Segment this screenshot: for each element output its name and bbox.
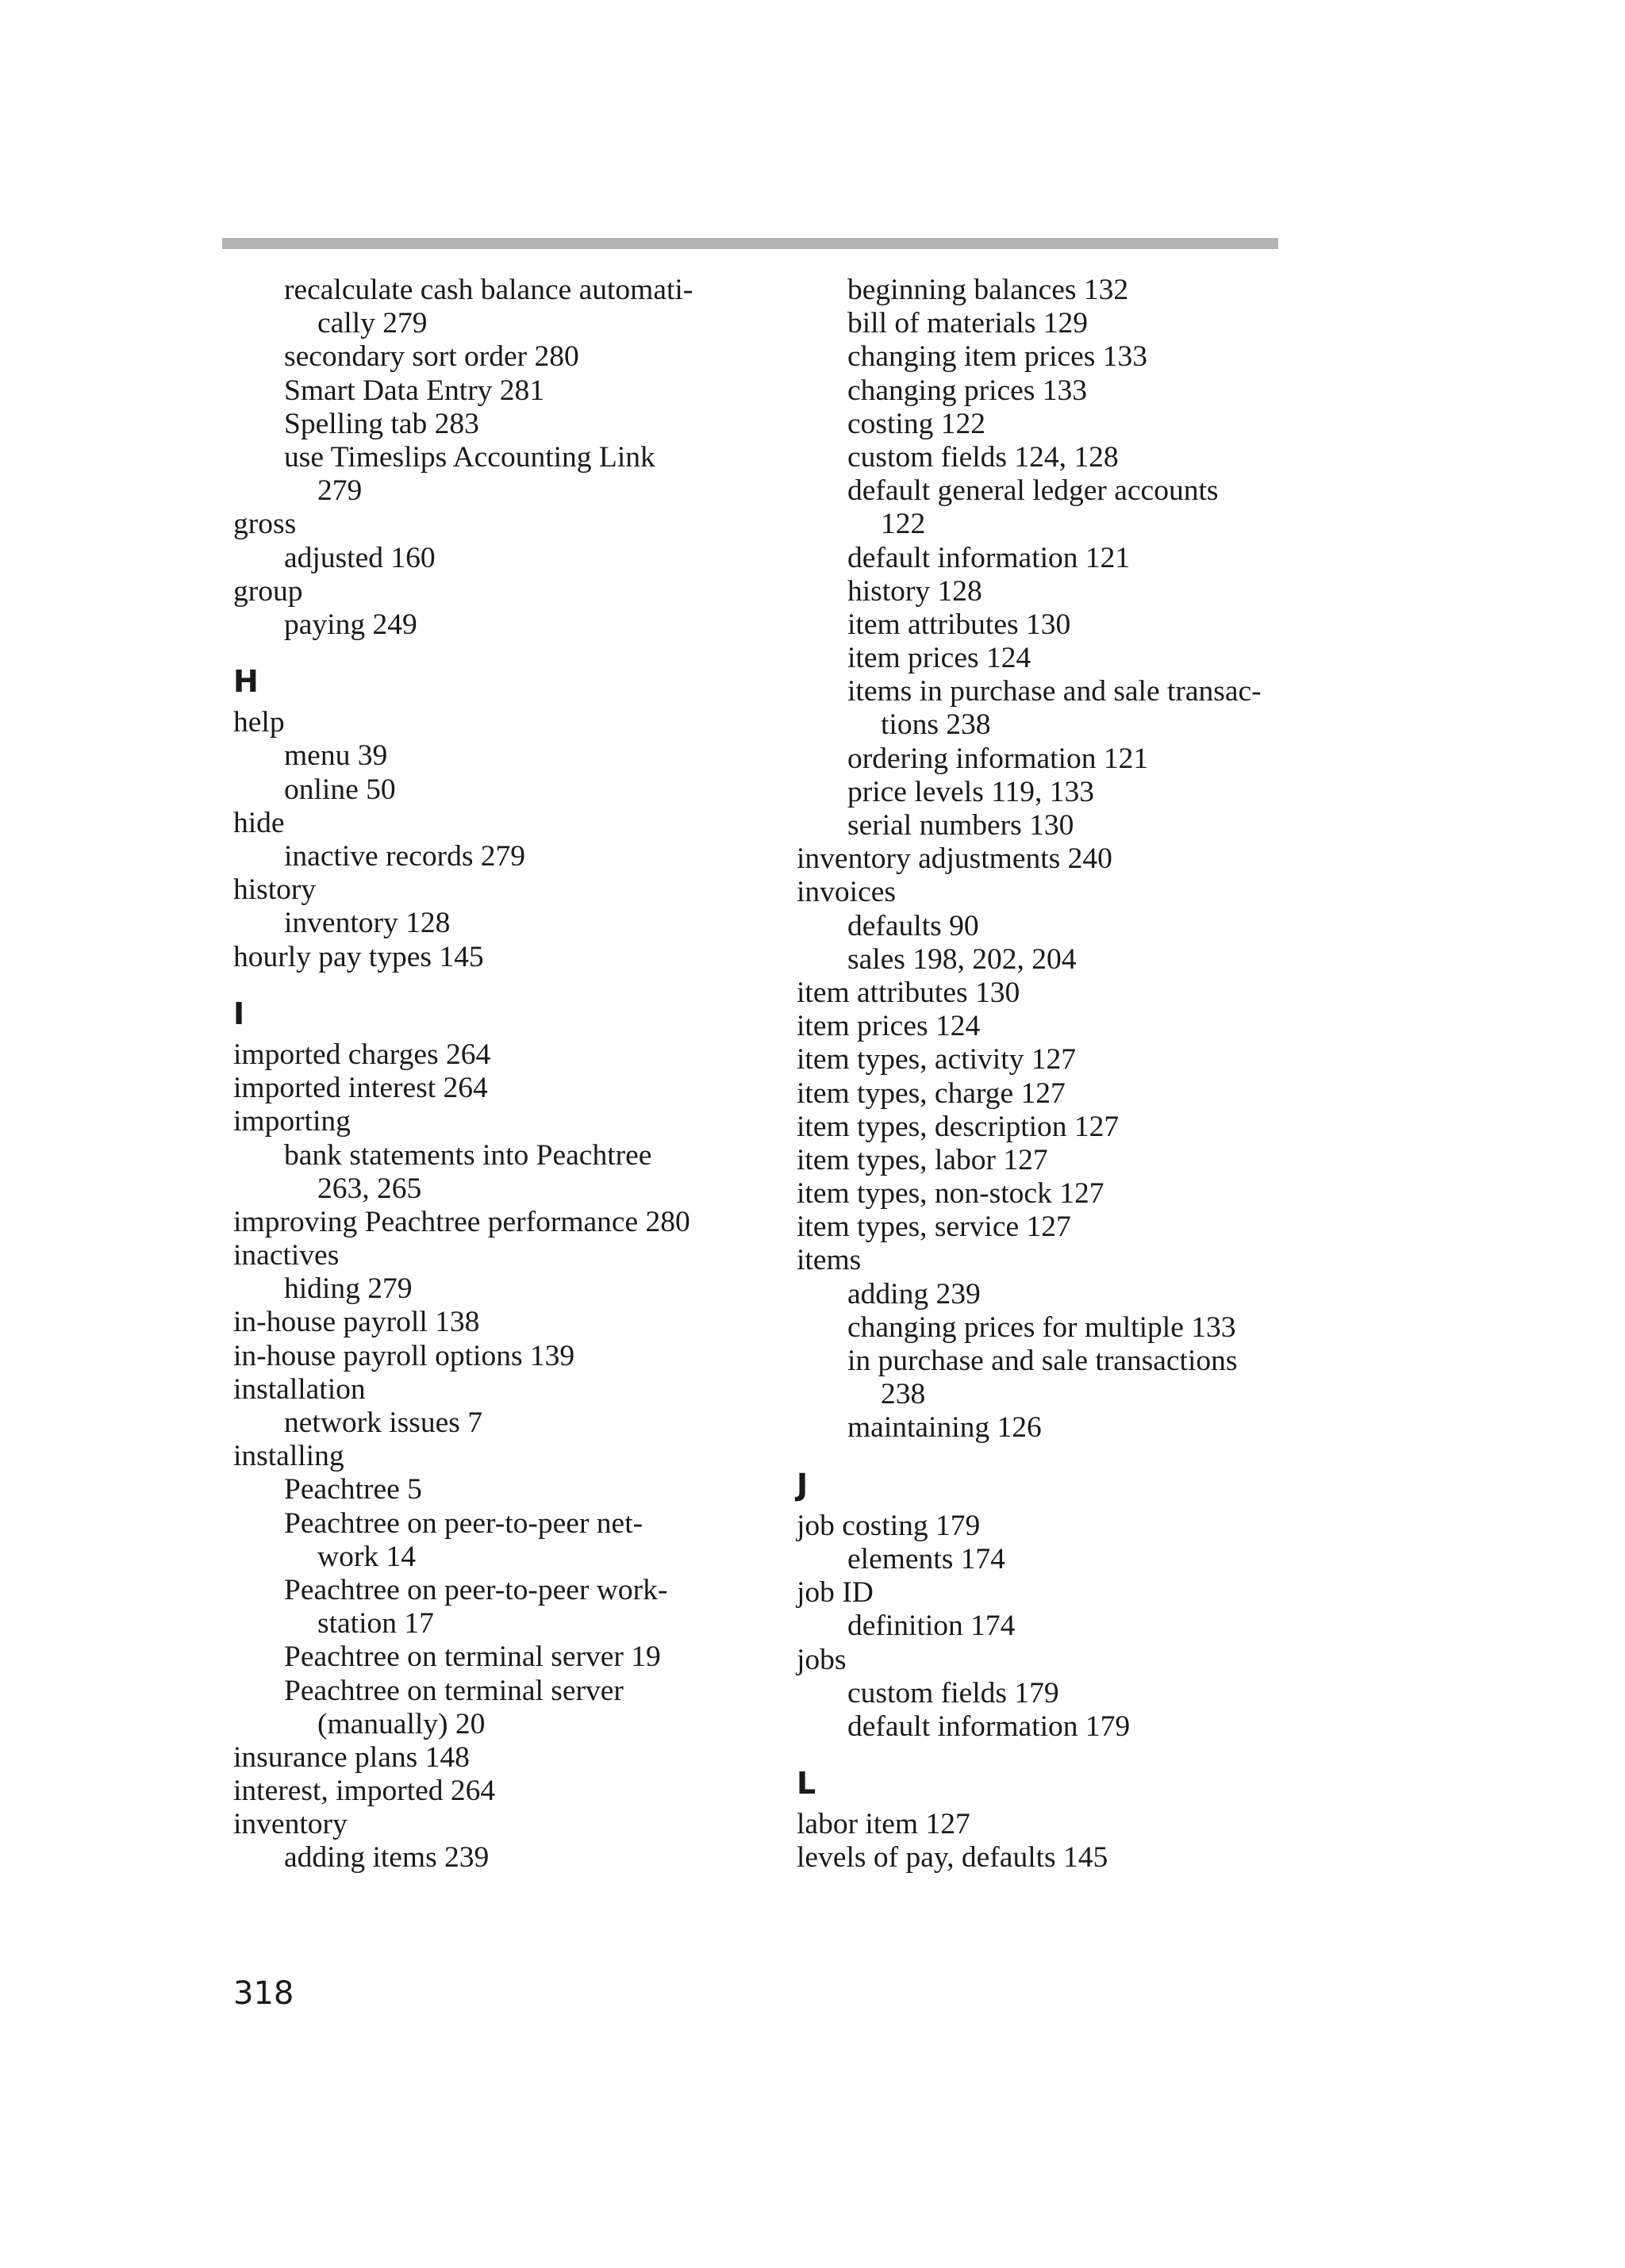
index-entry: item types, charge 127 xyxy=(797,1076,1066,1110)
index-continuation: 238 xyxy=(881,1378,926,1411)
index-entry: interest, imported 264 xyxy=(233,1775,496,1808)
index-subentry: default information 121 xyxy=(847,541,1131,574)
index-subentry: menu 39 xyxy=(284,739,388,773)
index-entry: item attributes 130 xyxy=(797,976,1020,1009)
index-subentry: beginning balances 132 xyxy=(847,274,1129,306)
index-entry: in-house payroll options 139 xyxy=(233,1339,575,1372)
index-entry: items xyxy=(797,1244,862,1277)
index-subentry: recalculate cash balance automati- xyxy=(284,274,693,306)
index-subentry: items in purchase and sale transac- xyxy=(847,675,1262,708)
index-continuation: (manually) 20 xyxy=(317,1707,486,1740)
index-entry: history xyxy=(233,873,317,907)
index-subentry: hiding 279 xyxy=(284,1272,413,1306)
index-subentry: Peachtree on terminal server xyxy=(284,1674,624,1707)
index-entry: item types, labor 127 xyxy=(797,1143,1048,1176)
index-subentry: default information 179 xyxy=(847,1710,1131,1743)
index-subentry: ordering information 121 xyxy=(847,742,1149,775)
section-letter-heading: I xyxy=(233,996,245,1031)
index-subentry: price levels 119, 133 xyxy=(847,775,1095,808)
index-entry: item types, activity 127 xyxy=(797,1043,1077,1076)
index-subentry: default general ledger accounts xyxy=(847,474,1219,508)
index-entry: item types, description 127 xyxy=(797,1110,1120,1143)
index-subentry: inventory 128 xyxy=(284,907,451,940)
index-entry: job costing 179 xyxy=(797,1509,981,1542)
index-entry: invoices xyxy=(797,876,896,909)
index-entry: insurance plans 148 xyxy=(233,1740,470,1774)
index-continuation: 263, 265 xyxy=(317,1172,422,1205)
index-subentry: Smart Data Entry 281 xyxy=(284,374,545,407)
section-letter-heading: H xyxy=(233,664,259,700)
index-continuation: station 17 xyxy=(317,1607,434,1641)
index-continuation: 122 xyxy=(881,508,926,541)
index-entry: job ID xyxy=(797,1576,874,1610)
index-subentry: changing prices 133 xyxy=(847,374,1087,407)
index-continuation: work 14 xyxy=(317,1540,416,1573)
index-subentry: adding items 239 xyxy=(284,1841,490,1875)
index-subentry: adding 239 xyxy=(847,1277,981,1311)
index-continuation: tions 238 xyxy=(881,708,991,742)
index-subentry: changing item prices 133 xyxy=(847,340,1148,374)
index-subentry: online 50 xyxy=(284,773,396,806)
index-entry: installation xyxy=(233,1372,366,1406)
index-subentry: elements 174 xyxy=(847,1542,1005,1575)
index-entry: hide xyxy=(233,806,285,839)
index-subentry: paying 249 xyxy=(284,608,417,641)
index-subentry: maintaining 126 xyxy=(847,1411,1042,1445)
index-column-right xyxy=(797,274,1289,1875)
index-entry: item types, service 127 xyxy=(797,1211,1071,1244)
index-entry: importing xyxy=(233,1105,351,1138)
page-number: 318 xyxy=(233,1975,294,2012)
index-subentry: history 128 xyxy=(847,574,982,608)
index-entry: improving Peachtree performance 280 xyxy=(233,1205,690,1238)
index-entry: levels of pay, defaults 145 xyxy=(797,1841,1108,1875)
index-column-left xyxy=(233,274,717,1875)
index-subentry: bank statements into Peachtree xyxy=(284,1138,652,1172)
index-subentry: item prices 124 xyxy=(847,642,1031,675)
index-entry: hourly pay types 145 xyxy=(233,940,484,973)
header-rule xyxy=(222,238,1278,249)
index-subentry: changing prices for multiple 133 xyxy=(847,1311,1236,1344)
index-subentry: Peachtree on terminal server 19 xyxy=(284,1641,661,1674)
index-entry: inactives xyxy=(233,1239,340,1272)
index-entry: labor item 127 xyxy=(797,1808,970,1841)
index-entry: inventory adjustments 240 xyxy=(797,842,1112,876)
section-letter-heading: L xyxy=(797,1766,816,1802)
index-entry: gross xyxy=(233,508,297,541)
index-entry: in-house payroll 138 xyxy=(233,1306,480,1339)
index-entry: jobs xyxy=(797,1643,847,1676)
index-subentry: Peachtree on peer-to-peer work- xyxy=(284,1573,668,1606)
index-entry: help xyxy=(233,706,285,739)
index-entry: item types, non-stock 127 xyxy=(797,1177,1104,1211)
index-subentry: secondary sort order 280 xyxy=(284,340,579,374)
index-subentry: Peachtree on peer-to-peer net- xyxy=(284,1506,643,1540)
index-subentry: in purchase and sale transactions xyxy=(847,1345,1238,1377)
index-entry: item prices 124 xyxy=(797,1010,981,1043)
index-subentry: Spelling tab 283 xyxy=(284,407,479,440)
index-subentry: inactive records 279 xyxy=(284,840,526,873)
index-continuation: cally 279 xyxy=(317,307,428,340)
index-subentry: serial numbers 130 xyxy=(847,809,1074,842)
index-subentry: costing 122 xyxy=(847,407,985,440)
index-entry: group xyxy=(233,574,303,608)
index-entry: installing xyxy=(233,1440,344,1473)
index-subentry: use Timeslips Accounting Link xyxy=(284,440,655,474)
index-subentry: bill of materials 129 xyxy=(847,307,1089,340)
index-subentry: definition 174 xyxy=(847,1610,1016,1643)
index-subentry: defaults 90 xyxy=(847,909,979,942)
index-subentry: item attributes 130 xyxy=(847,608,1071,641)
index-continuation: 279 xyxy=(317,474,363,508)
index-entry: imported interest 264 xyxy=(233,1072,488,1105)
index-subentry: network issues 7 xyxy=(284,1406,482,1439)
index-subentry: Peachtree 5 xyxy=(284,1473,422,1506)
index-entry: imported charges 264 xyxy=(233,1038,491,1071)
section-letter-heading: J xyxy=(797,1467,809,1502)
index-entry: inventory xyxy=(233,1808,348,1841)
index-subentry: sales 198, 202, 204 xyxy=(847,942,1077,976)
index-subentry: custom fields 124, 128 xyxy=(847,440,1119,474)
index-subentry: custom fields 179 xyxy=(847,1676,1059,1710)
index-subentry: adjusted 160 xyxy=(284,541,436,574)
